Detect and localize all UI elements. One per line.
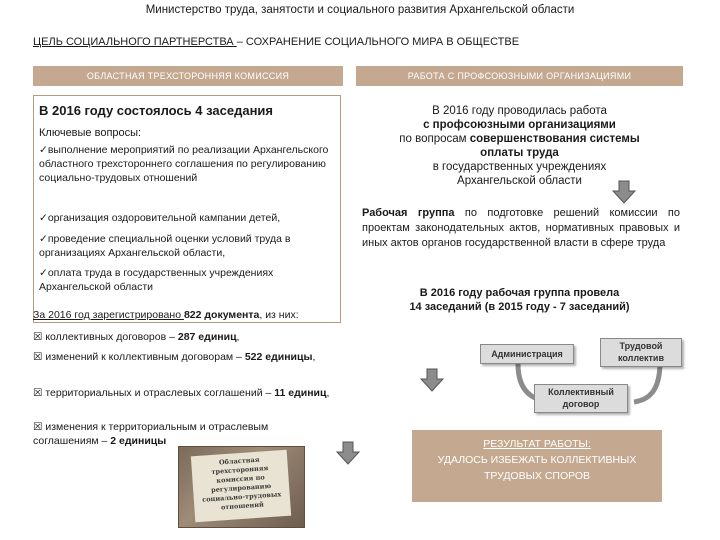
list-item: ☒ территориальных и отраслевых соглашений – 11 единиц, — [33, 387, 330, 399]
left-section-header: ОБЛАСТНАЯ ТРЕХСТОРОННЯЯ КОМИССИЯ — [33, 66, 343, 86]
bullet-item: ✓проведение специальной оценки условий труда в организациях Архангельской области, — [39, 233, 291, 259]
photo-poster: Областная трехсторонняя комиссия по регулированию социально-трудовых отношений — [191, 450, 291, 523]
list-item: ☒ изменений к коллективным договорам – 522 единицы, — [33, 351, 316, 363]
commission-photo — [178, 446, 305, 528]
down-arrow-icon — [612, 180, 636, 204]
checkmark-icon: ✓ — [39, 144, 48, 156]
list-item: ☒ изменения к территориальным и отраслевым соглашениям – 2 единицы — [33, 421, 269, 447]
checkmark-icon: ✓ — [39, 212, 48, 224]
goal-line — [33, 36, 519, 48]
right-section-header: РАБОТА С ПРОФСОЮЗНЫМИ ОРГАНИЗАЦИЯМИ — [356, 66, 683, 86]
bullet-item: ✓оплата труда в государственных учреждениях Архангельской области — [39, 267, 274, 293]
result-line: ТРУДОВЫХ СПОРОВ — [483, 470, 591, 482]
registered-line: За 2016 год зарегистрировано 822 документа, из них: — [33, 309, 299, 321]
result-title: РЕЗУЛЬТАТ РАБОТЫ: — [483, 438, 591, 450]
commission-title: В 2016 году состоялось 4 заседания — [39, 103, 273, 118]
bullet-item: ✓организация оздоровительной кампании детей, — [39, 212, 281, 224]
goal-underlined: ЦЕЛЬ СОЦИАЛЬНОГО ПАРТНЕРСТВА — [33, 36, 237, 48]
checkmark-icon: ✓ — [39, 267, 48, 279]
result-box — [412, 430, 662, 502]
trade-union-paragraph: В 2016 году проводилась работа с профсоюзными организациями по вопросам совершенствования системы оплаты труда в государственных учреждениях Архангельской области — [399, 105, 640, 187]
diagram-admin-box: Администрация — [480, 344, 574, 364]
partnership-diagram — [478, 336, 688, 416]
goal-rest: – СОХРАНЕНИЕ СОЦИАЛЬНОГО МИРА В ОБЩЕСТВЕ — [236, 36, 520, 48]
item-icon: ☒ — [33, 421, 43, 433]
ministry-title: Министерство труда, занятости и социального развития Архангельской области — [145, 4, 575, 16]
result-line: УДАЛОСЬ ИЗБЕЖАТЬ КОЛЛЕКТИВНЫХ — [437, 454, 637, 466]
key-questions-label: Ключевые вопросы: — [39, 127, 142, 139]
down-arrow-icon — [336, 441, 360, 465]
diagram-agreement-box: Коллективный договор — [534, 384, 628, 413]
working-group-paragraph: Рабочая группа по подготовке решений комиссии по проектам законодательных актов, нормативных правовых и иных актов органов государственной власти в сфере труда — [362, 207, 680, 249]
bullet-item: ✓выполнение мероприятий по реализации Архангельского областного трехстороннего соглашения по регулированию социально-трудовых отношений — [39, 144, 329, 184]
working-group-result: В 2016 году рабочая группа провела 14 заседаний (в 2015 году - 7 заседаний) — [409, 287, 630, 313]
item-icon: ☒ — [33, 331, 43, 343]
item-icon: ☒ — [33, 387, 43, 399]
down-arrow-icon — [420, 368, 444, 392]
checkmark-icon: ✓ — [39, 233, 48, 245]
list-item: ☒ коллективных договоров – 287 единиц, — [33, 331, 240, 343]
item-icon: ☒ — [33, 351, 43, 363]
diagram-labor-box: Трудовой коллектив — [600, 338, 682, 367]
